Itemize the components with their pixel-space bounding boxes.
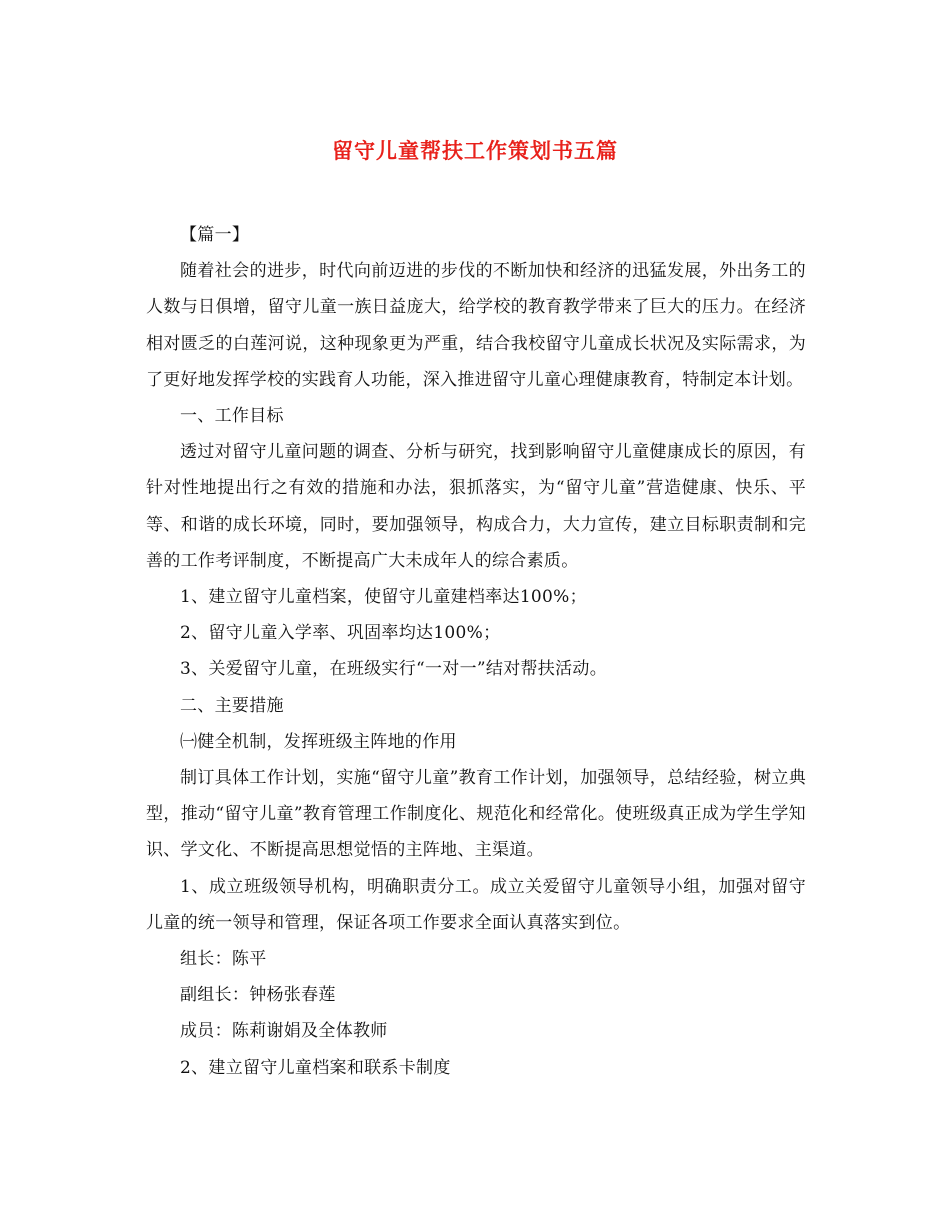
section-heading-measures: 二、主要措施 (180, 695, 284, 716)
goal-item-3: 3、关爱留守儿童，在班级实行“一对一”结对帮扶活动。 (180, 659, 607, 680)
goal-item-2: 2、留守儿童入学率、巩固率均达100%； (180, 623, 501, 644)
paragraph-goals: 透过对留守儿童问题的调查、分析与研究，找到影响留守儿童健康成长的原因，有针对性地提出行之有效的措施和办法，狠抓落实，为“留守儿童”营造健康、快乐、平等、和谐的成长环境，同时，要加强领导，构成合力，大力宣传，建立目标职责制和完善的工作考评制度，不断提高广大未成年人的综合素质。 (146, 442, 806, 571)
goal-item-1: 1、建立留守儿童档案，使留守儿童建档率达100%； (180, 587, 587, 608)
section-heading-goals: 一、工作目标 (180, 406, 284, 427)
paragraph-plan: 制订具体工作计划，实施“留守儿童”教育工作计划，加强领导，总结经验，树立典型，推动“留守儿童”教育管理工作制度化、规范化和经常化。使班级真正成为学生学知识、学文化、不断提高思想觉悟的主阵地、主渠道。 (146, 768, 806, 861)
document-title: 留守儿童帮扶工作策划书五篇 (332, 138, 618, 163)
team-members: 成员：陈莉谢娟及全体教师 (180, 1021, 388, 1042)
section-heading-part-one: 【篇一】 (180, 225, 250, 245)
measure-item-2: 2、建立留守儿童档案和联系卡制度 (180, 1057, 451, 1078)
paragraph-intro: 随着社会的进步，时代向前迈进的步伐的不断加快和经济的迅猛发展，外出务工的人数与日俱增，留守儿童一族日益庞大，给学校的教育教学带来了巨大的压力。在经济相对匮乏的白莲河说，这种现象更为严重，结合我校留守儿童成长状况及实际需求，为了更好地发挥学校的实践育人功能，深入推进留守儿童心理健康教育，特制定本计划。 (146, 261, 806, 390)
subsection-heading-mechanism: ㈠健全机制，发挥班级主阵地的作用 (180, 731, 457, 752)
measure-item-1: 1、成立班级领导机构，明确职责分工。成立关爱留守儿童领导小组，加强对留守儿童的统一领导和管理，保证各项工作要求全面认真落实到位。 (146, 876, 806, 933)
team-deputy-leader: 副组长：钟杨张春莲 (180, 985, 336, 1006)
document-body (146, 217, 806, 1086)
team-leader: 组长：陈平 (180, 949, 267, 970)
